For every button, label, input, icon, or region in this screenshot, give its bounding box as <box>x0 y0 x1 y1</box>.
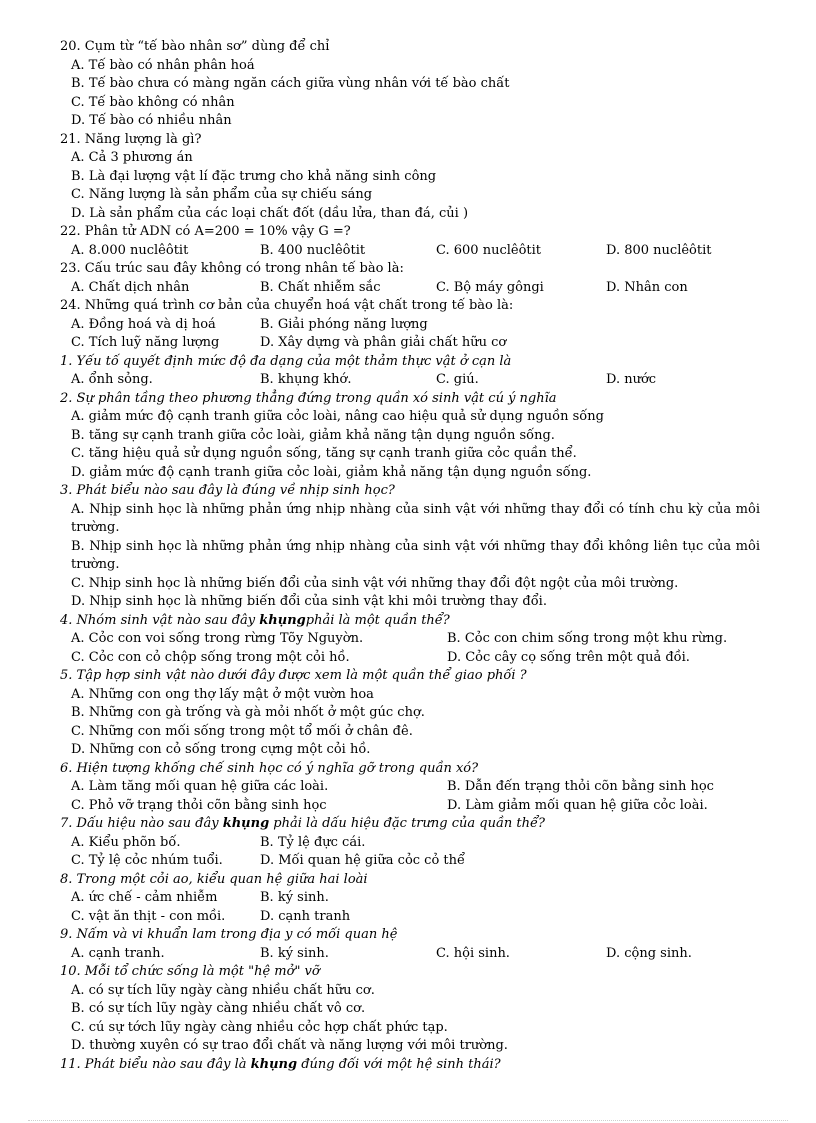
answer-option: C. Nhịp sinh học là những biến đổi của sinh vật với những thay đổi đột ngột của môi trường. <box>71 575 679 591</box>
answer-option: B. Chất nhiễm sắc <box>260 279 381 295</box>
answer-row <box>60 371 760 390</box>
answer-option: A. Đồng hoá và dị hoá <box>71 316 216 332</box>
answer-option: C. Năng lượng là sản phẩm của sự chiếu sáng <box>71 187 373 202</box>
answer-option: B. khụng khớ. <box>260 372 352 387</box>
answer-option: C. Phỏ vỡ trạng thỏi cõn bằng sinh học <box>71 797 327 813</box>
question-text: 9. Nấm và vi khuẩn lam trong địa y có mối quan hệ <box>60 927 398 942</box>
answer-option: B. Tế bào chưa có màng ngăn cách giữa vùng nhân với tế bào chất <box>71 76 510 91</box>
answer-option: B. Là đại lượng vật lí đặc trưng cho khả năng sinh công <box>71 168 437 184</box>
answer-row <box>60 630 760 649</box>
answer-option: B. 400 nuclêôtit <box>260 242 366 258</box>
answer-row <box>60 778 760 797</box>
answer-option: A. giảm mức độ cạnh tranh giữa cỏc loài, nâng cao hiệu quả sử dụng nguồn sống <box>71 409 604 424</box>
question-text: 21. Năng lượng là gì? <box>60 131 202 147</box>
answer-option: B. Nhịp sinh học là những phản ứng nhịp nhàng của sinh vật với những thay đổi không liên tục của môi trường. <box>71 538 760 572</box>
answer-row <box>60 852 760 871</box>
question-text: 20. Cụm từ “tế bào nhân sơ” dùng để chỉ <box>60 39 330 54</box>
answer-option: A. Nhịp sinh học là những phản ứng nhịp nhàng của sinh vật với những thay đổi có tính chu kỳ của môi trường. <box>71 501 760 535</box>
answer-option: C. Tỷ lệ cỏc nhúm tuổi. <box>71 853 223 868</box>
answer-option: B. Cỏc con chim sống trong một khu rừng. <box>447 631 728 646</box>
answer-option: C. hội sinh. <box>436 945 510 961</box>
question-keyword: khụng <box>259 612 306 628</box>
question-text: 2. Sự phân tầng theo phương thẳng đứng trong quần xó sinh vật cú ý nghĩa <box>60 390 557 406</box>
answer-row <box>60 334 760 353</box>
answer-option: D. 800 nuclêôtit <box>606 242 712 258</box>
answer-row <box>60 797 760 816</box>
question-text: 24. Những quá trình cơ bản của chuyển hoá vật chất trong tế bào là: <box>60 298 514 313</box>
answer-row <box>60 242 760 261</box>
answer-option: D. cộng sinh. <box>606 945 692 961</box>
answer-option: C. vật ăn thịt - con mồi. <box>71 908 226 924</box>
question-keyword: khụng <box>250 1056 298 1072</box>
question-text: 6. Hiện tượng khống chế sinh học có ý nghĩa gỡ trong quần xó? <box>60 760 479 776</box>
question-text-start: 11. Phát biểu nào sau đây là <box>60 1056 251 1072</box>
document-body <box>60 38 760 1074</box>
answer-option: D. nước <box>606 372 657 387</box>
answer-option: D. cạnh tranh <box>260 908 351 924</box>
answer-option: B. Giải phóng năng lượng <box>260 316 428 332</box>
answer-option: D. Nhân con <box>606 279 688 295</box>
answer-row <box>60 834 760 853</box>
answer-option: A. Tế bào có nhân phân hoá <box>71 57 255 73</box>
answer-option: A. có sự tích lũy ngày càng nhiều chất hữu cơ. <box>71 982 375 998</box>
answer-option: D. thường xuyên có sự trao đổi chất và năng lượng với môi trường. <box>71 1038 508 1053</box>
question-text-end: đúng đối với một hệ sinh thái? <box>297 1056 501 1072</box>
answer-row <box>60 316 760 335</box>
answer-option: C. Tế bào không có nhân <box>71 94 235 110</box>
question-text-end: phải là một quần thể? <box>305 612 450 628</box>
question-text <box>60 612 760 631</box>
question-text: 8. Trong một cỏi ao, kiểu quan hệ giữa hai loài <box>60 871 368 887</box>
answer-row <box>60 945 760 964</box>
answer-option: B. tăng sự cạnh tranh giữa cỏc loài, giảm khả năng tận dụng nguồn sống. <box>71 427 555 443</box>
answer-option: C. cú sự tớch lũy ngày càng nhiều cỏc hợp chất phức tạp. <box>71 1019 448 1035</box>
answer-option: D. Xây dựng và phân giải chất hữu cơ <box>260 335 507 350</box>
question-text: 10. Mỗi tổ chức sống là một "hệ mở" vỡ <box>60 964 320 979</box>
answer-option: C. Cỏc con cỏ chộp sống trong một cỏi hồ. <box>71 649 350 665</box>
question-text-end: phải là dấu hiệu đặc trưng của quần thể? <box>269 816 545 831</box>
answer-row <box>60 649 760 668</box>
answer-option: D. Cỏc cây cọ sống trên một quả đồi. <box>447 649 690 665</box>
answer-row <box>60 908 760 927</box>
answer-option: B. Những con gà trống và gà mỏi nhốt ở một gúc chợ. <box>71 705 425 720</box>
question-text: 22. Phân tử ADN có A=200 = 10% vậy G =? <box>60 224 351 239</box>
answer-option: A. 8.000 nuclêôtit <box>71 242 189 258</box>
question-text <box>60 815 760 834</box>
question-text: 3. Phát biểu nào sau đây là đúng về nhịp sinh học? <box>60 483 395 498</box>
answer-option: C. tăng hiệu quả sử dụng nguồn sống, tăng sự cạnh tranh giữa cỏc quần thể. <box>71 446 577 461</box>
answer-option: B. ký sinh. <box>260 945 329 961</box>
answer-option: C. Bộ máy gôngi <box>436 279 544 295</box>
answer-option: A. Chất dịch nhân <box>71 279 190 295</box>
answer-option: C. giú. <box>436 372 479 387</box>
question-text <box>60 1056 760 1075</box>
answer-option: C. 600 nuclêôtit <box>436 242 542 258</box>
answer-option: B. ký sinh. <box>260 890 329 905</box>
answer-option: C. Những con mối sống trong một tổ mối ở chân đê. <box>71 723 413 739</box>
answer-option: A. Kiểu phõn bố. <box>71 834 181 850</box>
answer-option: D. Là sản phẩm của các loại chất đốt (dầu lửa, than đá, củi ) <box>71 205 469 221</box>
question-keyword: khụng <box>222 816 270 831</box>
answer-option: D. giảm mức độ cạnh tranh giữa cỏc loài, giảm khả năng tận dụng nguồn sống. <box>71 464 592 480</box>
answer-option: A. Những con ong thợ lấy mật ở một vườn hoa <box>71 686 374 702</box>
answer-option: B. Dẫn đến trạng thỏi cõn bằng sinh học <box>447 779 714 794</box>
question-text-start: 4. Nhóm sinh vật nào sau đây <box>60 612 260 628</box>
answer-option: A. ức chế - cảm nhiễm <box>71 890 218 905</box>
question-text: 1. Yếu tố quyết định mức độ đa dạng của một thảm thực vật ở cạn là <box>60 353 512 369</box>
answer-option: D. Tế bào có nhiều nhân <box>71 113 232 128</box>
answer-row <box>60 889 760 908</box>
answer-option: A. Làm tăng mối quan hệ giữa các loài. <box>71 779 329 794</box>
question-text-start: 7. Dấu hiệu nào sau đây <box>60 816 223 831</box>
answer-option: A. Cỏc con voi sống trong rừng Tõy Nguyờn. <box>71 631 364 646</box>
answer-option: A. cạnh tranh. <box>71 945 165 961</box>
answer-option: D. Làm giảm mối quan hệ giữa cỏc loài. <box>447 797 708 813</box>
answer-option: A. ổnh sỏng. <box>71 372 153 387</box>
answer-option: D. Những con cỏ sống trong cựng một cỏi hồ. <box>71 742 371 757</box>
answer-option: B. Tỷ lệ đực cái. <box>260 834 366 850</box>
answer-option: D. Nhịp sinh học là những biến đổi của sinh vật khi môi trường thay đổi. <box>71 594 547 609</box>
question-text: 5. Tập hợp sinh vật nào dưới đây được xem là một quần thể giao phối ? <box>60 668 527 683</box>
answer-option: A. Cả 3 phương án <box>71 150 193 165</box>
answer-option: B. có sự tích lũy ngày càng nhiều chất vô cơ. <box>71 1001 366 1016</box>
question-text: 23. Cấu trúc sau đây không có trong nhân tế bào là: <box>60 261 404 276</box>
answer-option: D. Mối quan hệ giữa cỏc cỏ thể <box>260 853 466 868</box>
answer-row <box>60 279 760 298</box>
answer-option: C. Tích luỹ năng lượng <box>71 335 220 350</box>
page-bottom-border <box>28 1120 788 1121</box>
